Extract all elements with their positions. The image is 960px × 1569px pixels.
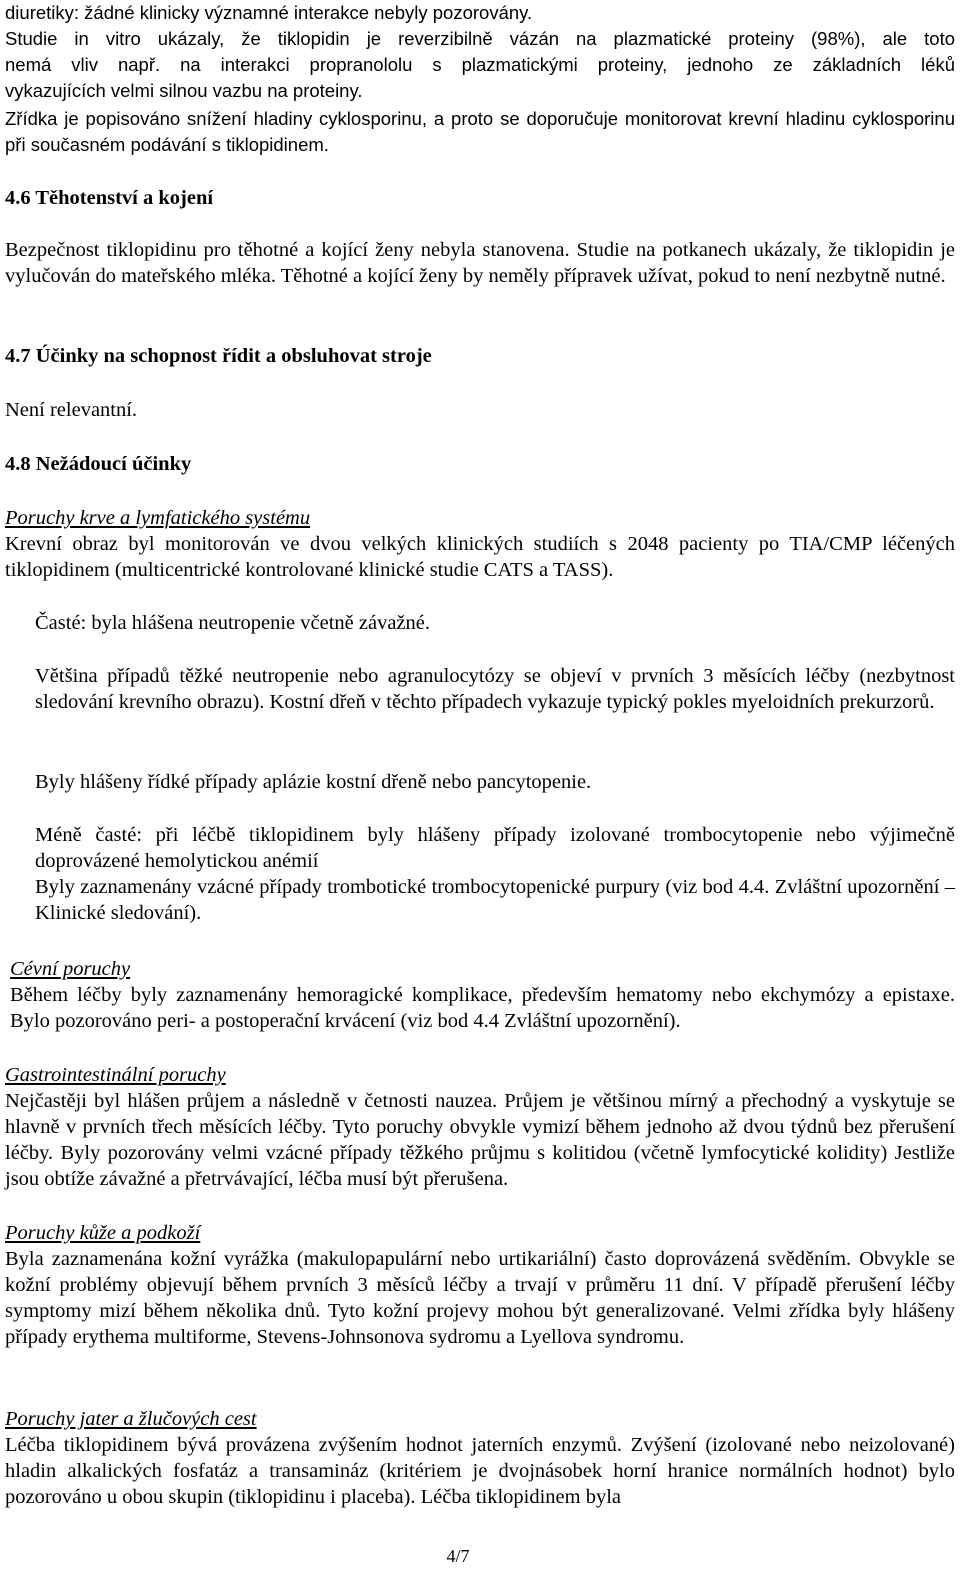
blood-rare-paragraph: Byly hlášeny řídké případy aplázie kostní dřeně nebo pancytopenie. — [35, 771, 592, 793]
subheading-vascular: Cévní poruchy — [10, 958, 131, 980]
vascular-paragraph: Během léčby byly zaznamenány hemoragické komplikace, především hematomy nebo ekchymózy a epistaxe. Bylo pozorováno peri- a postoperační krvácení (viz bod 4.4 Zvláštní upozornění). — [10, 984, 955, 1032]
subheading-blood: Poruchy krve a lymfatického systému — [5, 507, 311, 529]
blood-less-common-paragraph: Méně časté: při léčbě tiklopidinem byly hlášeny případy izolované trombocytopenie nebo výjimečně doprovázené hemolytickou anémií — [35, 824, 955, 872]
section-heading-4-7: 4.7 Účinky na schopnost řídit a obsluhovat stroje — [5, 345, 432, 367]
interaction-line-3: nemá vliv např. na interakci propranololu s plazmatickými proteiny, jednoho ze základních léků — [5, 54, 955, 75]
interaction-paragraph — [5, 0, 955, 104]
interaction-line-1: diuretiky: žádné klinicky významné interakce nebyly pozorovány. — [5, 2, 533, 23]
cyclosporin-paragraph: Zřídka je popisováno snížení hladiny cyklosporinu, a proto se doporučuje monitorovat krevní hladinu cyklosporinu při současném podávání s tiklopidinem. — [5, 108, 955, 155]
blood-common-paragraph: Časté: byla hlášena neutropenie včetně závažné. — [35, 612, 431, 634]
skin-paragraph: Byla zaznamenána kožní vyrážka (makulopapulární nebo urtikariální) často doprovázená svěděním. Obvykle se kožní problémy objevují během prvních 3 měsíců léčby a trvají v průměru 11 dní. V případě přerušení léčby symptomy mizí během několika dnů. Tyto kožní projevy mohou být generalizované. Velmi zřídka byly hlášeny případy erythema multiforme, Stevens-Johnsonova sydromu a Lyellova syndromu. — [5, 1248, 955, 1348]
blood-ttp-paragraph: Byly zaznamenány vzácné případy trombotické trombocytopenické purpury (viz bod 4.4. Zvláštní upozornění – Klinické sledování). — [35, 876, 955, 924]
blood-intro-paragraph: Krevní obraz byl monitorován ve dvou velkých klinických studiích s 2048 pacienty po TIA/CMP léčených tiklopidinem (multicentrické kontrolované klinické studie CATS a TASS). — [5, 533, 955, 581]
page-number: 4/7 — [446, 1546, 470, 1566]
interaction-line-4: vykazujících velmi silnou vazbu na proteiny. — [5, 80, 363, 101]
blood-majority-paragraph: Většina případů těžké neutropenie nebo agranulocytózy se objeví v prvních 3 měsících léčby (nezbytnost sledování krevního obrazu). Kostní dřeň v těchto případech vykazuje typický pokles myeloidních prekurzorů. — [35, 665, 955, 713]
section-heading-4-8: 4.8 Nežádoucí účinky — [5, 453, 192, 475]
pregnancy-paragraph: Bezpečnost tiklopidinu pro těhotné a kojící ženy nebyla stanovena. Studie na potkanech ukázaly, že tiklopidin je vylučován do mateřského mléka. Těhotné a kojící ženy by neměly přípravek užívat, pokud to není nezbytně nutné. — [5, 239, 955, 287]
subheading-skin: Poruchy kůže a podkoží — [5, 1222, 201, 1244]
section-heading-4-6: 4.6 Těhotenství a kojení — [5, 187, 214, 209]
subheading-gi: Gastrointestinální poruchy — [5, 1064, 226, 1086]
gi-paragraph: Nejčastěji byl hlášen průjem a následně v četnosti nauzea. Průjem je většinou mírný a přechodný a vyskytuje se hlavně v prvních třech měsících léčby. Tyto poruchy obvykle vymizí během jednoho až dvou týdnů bez přerušení léčby. Byly pozorovány velmi vzácné případy těžkého průjmu s kolitidou (včetně lymfocytické kolidity) Jestliže jsou obtíže závažné a přetrvávající, léčba musí být přerušena. — [5, 1090, 955, 1190]
interaction-line-2: Studie in vitro ukázaly, že tiklopidin je reverzibilně vázán na plazmatické proteiny (98%), ale toto — [5, 28, 955, 49]
driving-paragraph: Není relevantní. — [5, 399, 138, 421]
liver-paragraph: Léčba tiklopidinem bývá provázena zvýšením hodnot jaterních enzymů. Zvýšení (izolované nebo neizolované) hladin alkalických fosfatáz a transamináz (kritériem je dvojnásobek horní hranice normálních hodnot) bylo pozorováno u obou skupin (tiklopidinu i placeba). Léčba tiklopidinem byla — [5, 1434, 955, 1508]
subheading-liver: Poruchy jater a žlučových cest — [5, 1408, 257, 1430]
